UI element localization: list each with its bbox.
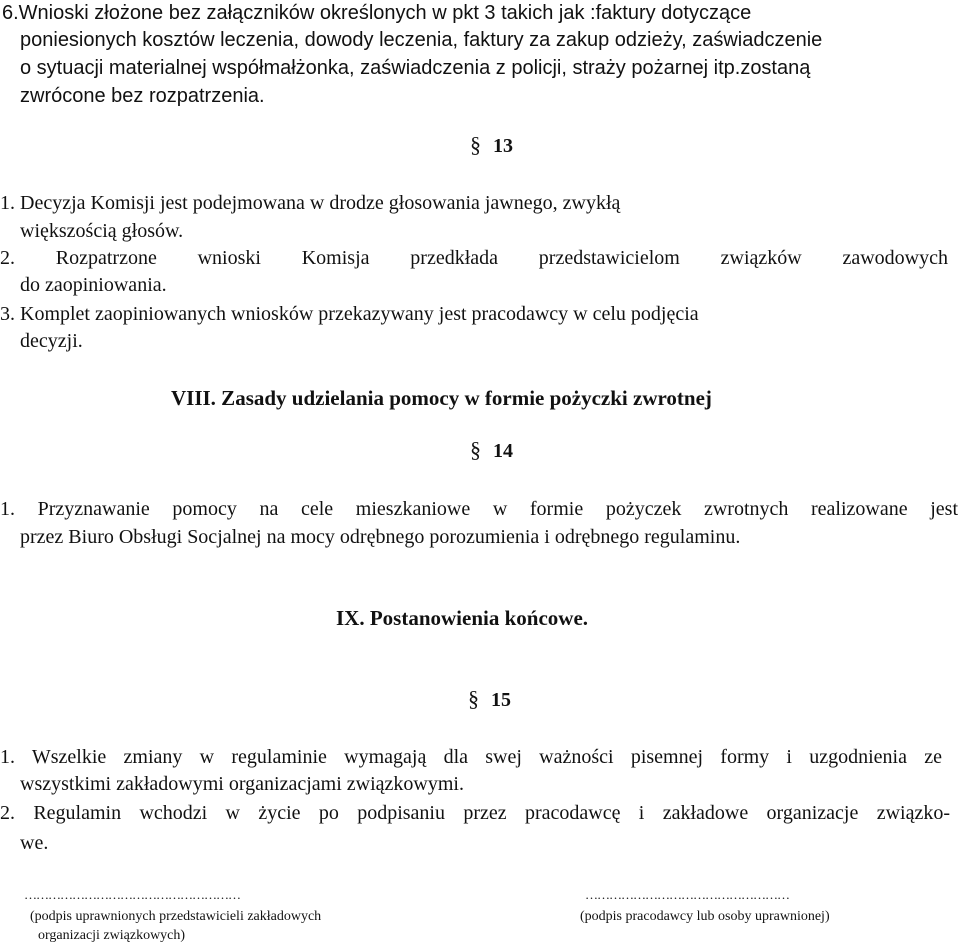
section-sign: § (470, 132, 481, 157)
sec14-p1-line1: 1. Przyznawanie pomocy na cele mieszkaniowe w formie pożyczek zwrotnych realizowane jest (0, 498, 958, 520)
sec13-p3-line1: 3. Komplet zaopiniowanych wniosków przekazywany jest pracodawcy w celu podjęcia (0, 303, 699, 325)
sec15-p1-line1: 1. Wszelkie zmiany w regulaminie wymagają dla swej ważności pisemnej formy i uzgodnienia ze (0, 746, 942, 768)
signature-left-caption-line1: (podpis uprawnionych przedstawicieli zakładowych (30, 909, 322, 924)
section-sign: § (470, 437, 481, 462)
sec15-p2-line1: 2. Regulamin wchodzi w życie po podpisaniu przez pracodawcę i zakładowe organizacje związko- (0, 802, 950, 824)
item6-line2: poniesionych kosztów leczenia, dowody leczenia, faktury za zakup odzieży, zaświadczenie (20, 29, 823, 51)
sec13-p1-line1: 1. Decyzja Komisji jest podejmowana w drodze głosowania jawnego, zwykłą (0, 192, 621, 214)
sec15-p1-line2: wszystkimi zakładowymi organizacjami związkowymi. (20, 773, 464, 795)
section-number: 13 (493, 135, 513, 157)
sec13-p3-line2: decyzji. (20, 330, 83, 352)
sec15-p2-line2: we. (20, 832, 49, 854)
item6-line3: o sytuacji materialnej współmałżonka, zaświadczenia z policji, straży pożarnej itp.zostaną (20, 57, 811, 79)
section-sign: § (468, 686, 479, 711)
signature-right-caption: (podpis pracodawcy lub osoby uprawnionej) (580, 909, 830, 924)
signature-left-dots: ……………………………………………… (24, 887, 240, 902)
sec14-p1-line2: przez Biuro Obsługi Socjalnej na mocy odrębnego porozumienia i odrębnego regulaminu. (20, 526, 741, 548)
chapter-9-title: IX. Postanowienia końcowe. (336, 606, 589, 630)
section-13-heading (470, 132, 513, 158)
sec13-p1-line2: większością głosów. (20, 220, 184, 242)
section-15-heading (468, 686, 511, 712)
chapter-8-title: VIII. Zasady udzielania pomocy w formie pożyczki zwrotnej (171, 386, 712, 410)
signature-left-caption-line2: organizacji związkowych) (38, 928, 186, 943)
signature-right-dots: …………………………………………… (585, 887, 789, 902)
item6-line1: 6.Wnioski złożone bez załączników określonych w pkt 3 takich jak :faktury dotyczące (2, 2, 752, 24)
sec13-p2-line1: 2. Rozpatrzone wnioski Komisja przedkłada przedstawicielom związków zawodowych (0, 247, 948, 269)
section-14-heading (470, 437, 513, 463)
section-number: 15 (491, 689, 511, 711)
item6-line4: zwrócone bez rozpatrzenia. (20, 85, 265, 107)
section-number: 14 (493, 440, 513, 462)
sec13-p2-line2: do zaopiniowania. (20, 274, 167, 296)
